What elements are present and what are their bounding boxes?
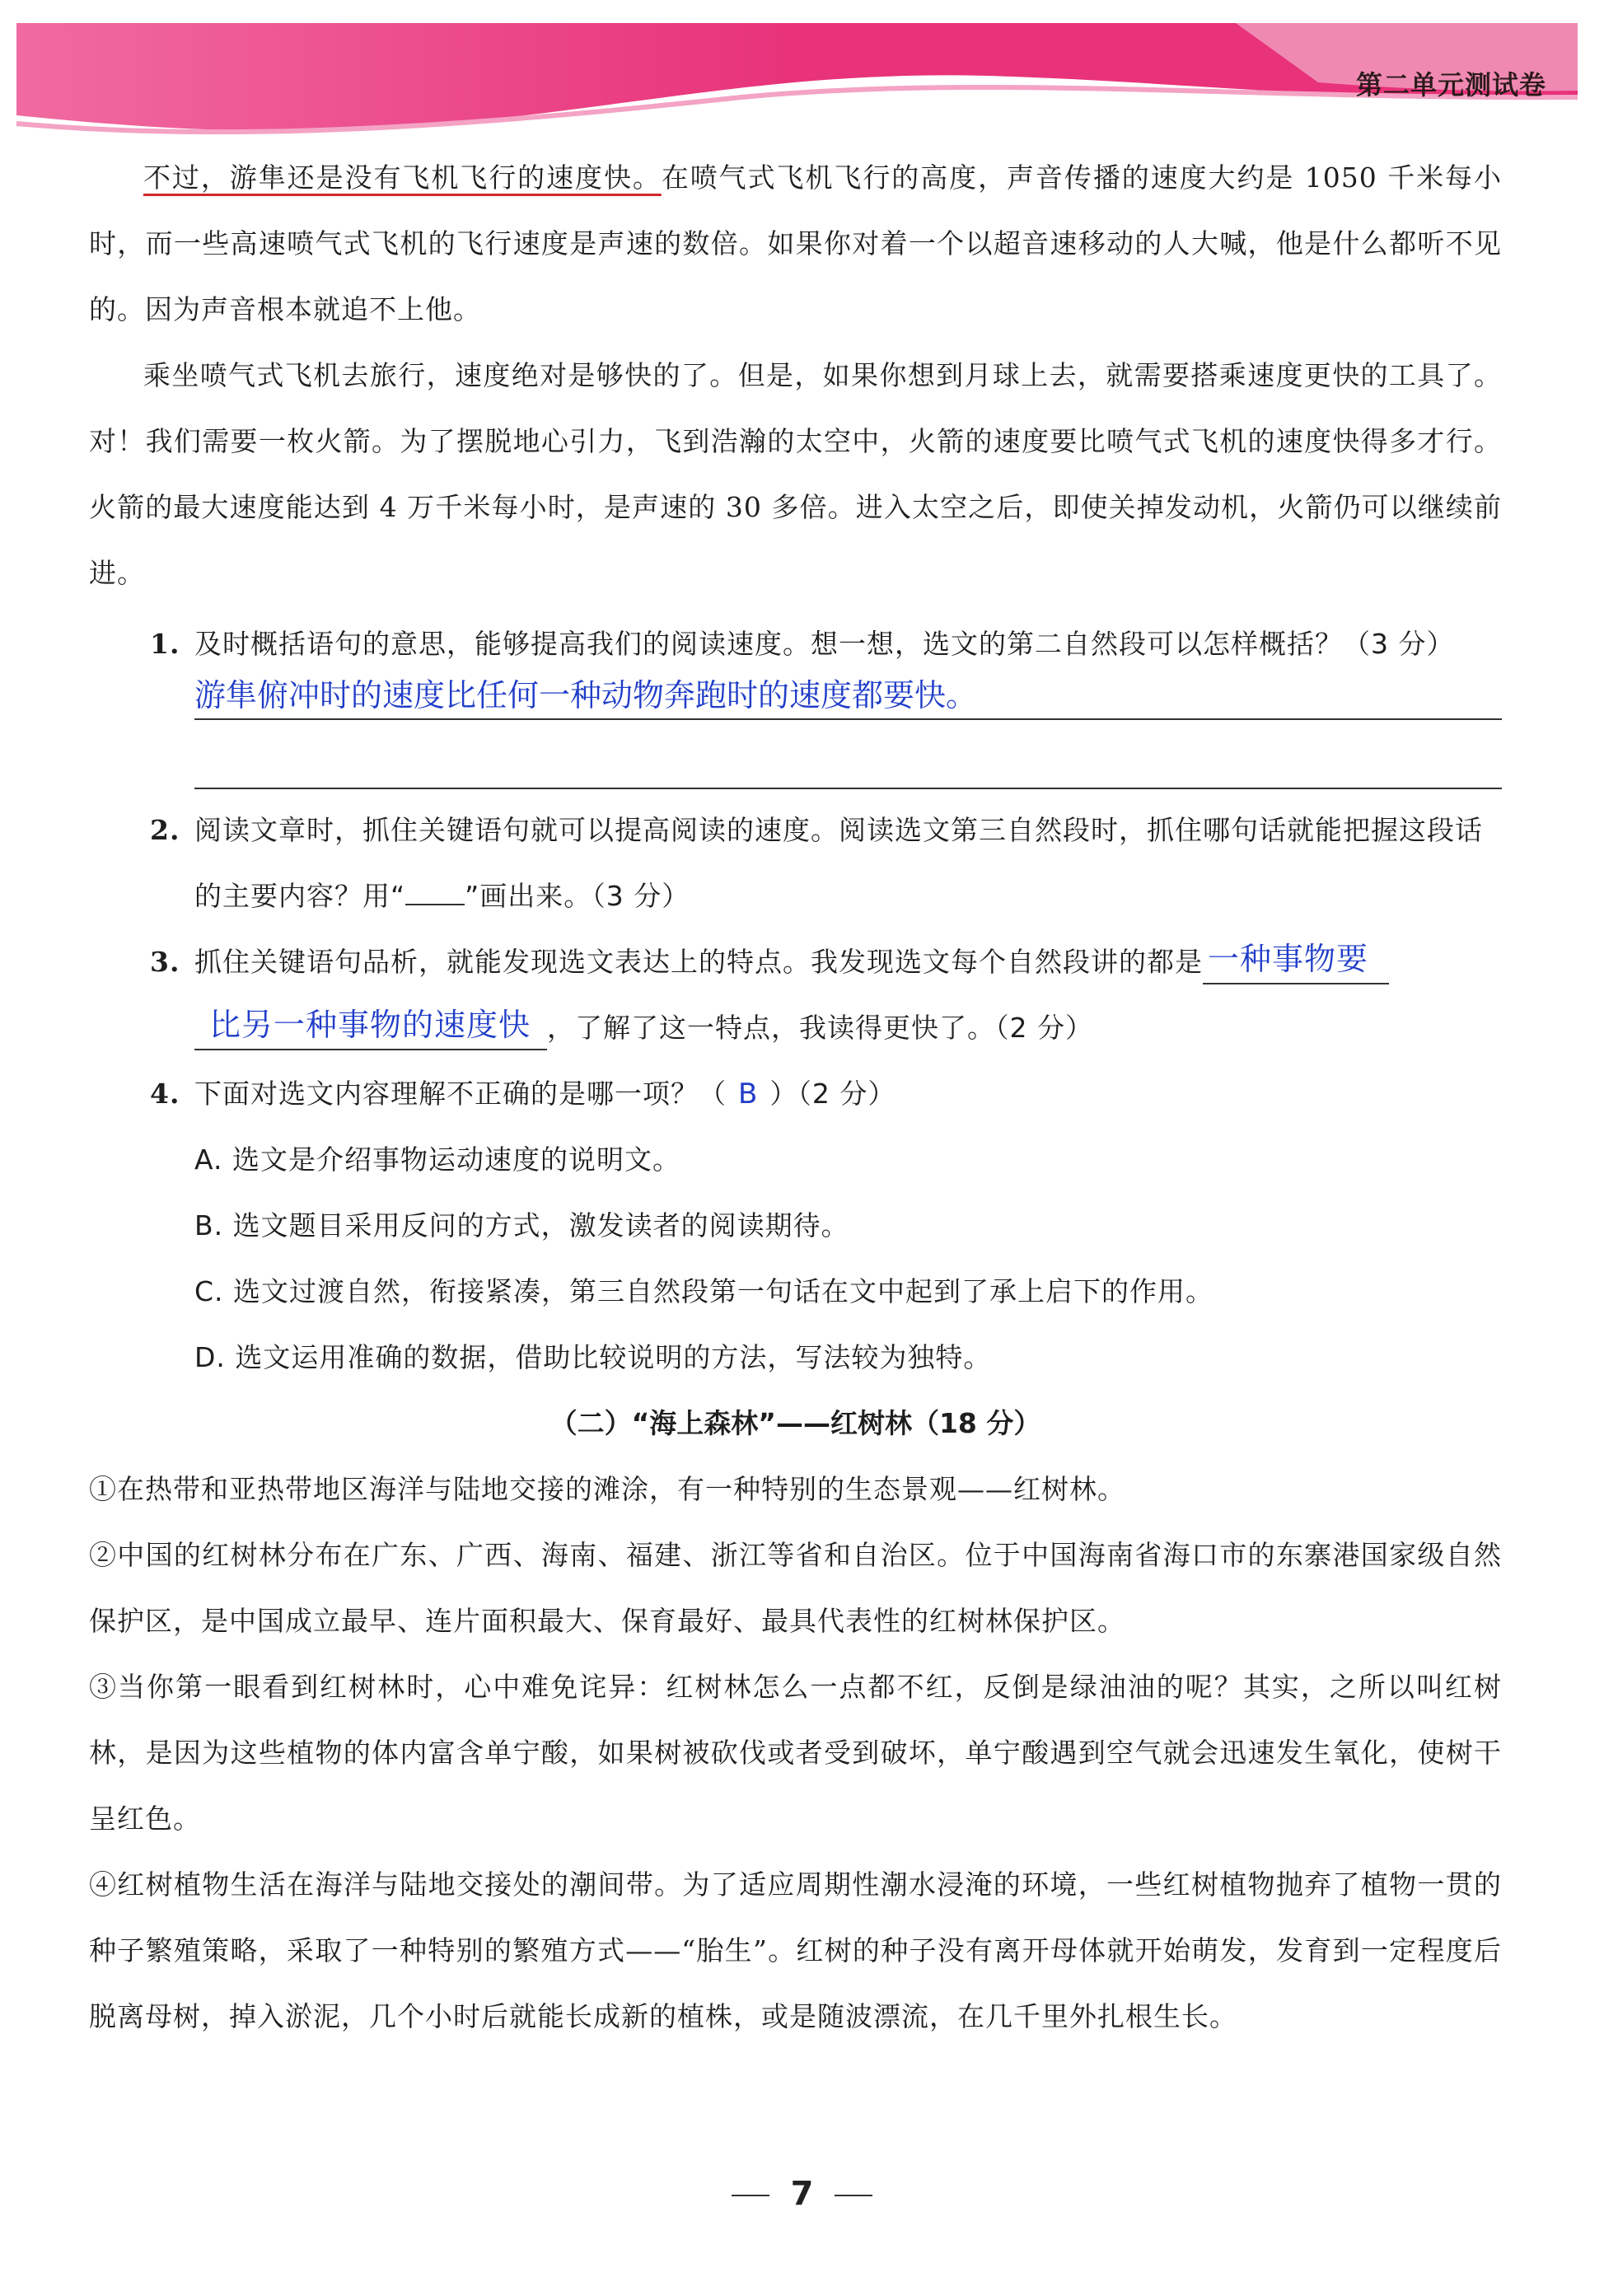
answer-line-1[interactable] (194, 671, 1502, 720)
question-number: 3. (150, 946, 180, 978)
question-text: 及时概括语句的意思，能够提高我们的阅读速度。想一想，选文的第二自然段可以怎样概括？（3 分） (194, 628, 1455, 660)
page-number-dash-left (732, 2195, 769, 2196)
section-paragraph-2: ②中国的红树林分布在广东、广西、海南、福建、浙江等省和自治区。位于中国海南省海口市的东寨港国家级自然保护区，是中国成立最早、连片面积最大、保育最好、最具代表性的红树林保护区。 (89, 1539, 1502, 1637)
section-paragraph-1: ①在热带和亚热带地区海洋与陆地交接的滩涂，有一种特别的生态景观——红树林。 (89, 1473, 1125, 1505)
page-number (0, 2175, 1604, 2213)
page-number-dash-right (835, 2195, 872, 2196)
handwritten-answer: B (738, 1078, 759, 1111)
answer-line-2[interactable] (194, 720, 1502, 789)
question-1 (89, 611, 1502, 677)
passage-paragraph-1-text: 在喷气式飞机飞行的高度，声音传播的速度大约是 1050 千米每小时，而一些高速喷气式飞机的飞行速度是声速的数倍。如果你对着一个以超音速移动的人大喊，他是什么都听不见的。因为声音根本就追不上他。 (89, 161, 1502, 325)
header-title: 第二单元测试卷 (1355, 69, 1546, 101)
option-c: C. 选文过渡自然，衔接紧凑，第三自然段第一句话在文中起到了承上启下的作用。 (194, 1275, 1214, 1307)
option-a: A. 选文是介绍事物运动速度的说明文。 (194, 1143, 680, 1176)
answer-blank-a[interactable] (1203, 942, 1389, 984)
passage-paragraph-2: 乘坐喷气式飞机去旅行，速度绝对是够快的了。但是，如果你想到月球上去，就需要搭乘速度更快的工具了。对！我们需要一枚火箭。为了摆脱地心引力，飞到浩瀚的太空中，火箭的速度要比喷气式飞机的速度快得多才行。火箭的最大速度能达到 4 万千米每小时，是声速的 30 多倍。进入太空之后，即使关掉发动机，火箭仍可以继续前进。 (89, 359, 1502, 589)
question-text-tail: ”画出来。（3 分） (465, 880, 690, 912)
passage-paragraph-1 (89, 145, 1502, 343)
section-paragraph-3: ③当你第一眼看到红树林时，心中难免诧异：红树林怎么一点都不红，反倒是绿油油的呢？其实，之所以叫红树林，是因为这些植物的体内富含单宁酸，如果树被砍伐或者受到破坏，单宁酸遇到空气就会迅速发生氧化，使树干呈红色。 (89, 1671, 1502, 1835)
handwritten-answer: 一种事物要 (1208, 941, 1369, 977)
question-number: 2. (150, 814, 180, 846)
question-4 (89, 1061, 1502, 1127)
handwritten-answer: 游隼俯冲时的速度比任何一种动物奔跑时的速度都要快。 (194, 677, 978, 713)
underlined-key-sentence: 不过，游隼还是没有飞机飞行的速度快。 (143, 161, 662, 194)
question-text: 抓住关键语句品析，就能发现选文表达上的特点。我发现选文每个自然段讲的都是 (194, 946, 1203, 978)
question-text: 下面对选文内容理解不正确的是哪一项？（ (194, 1078, 727, 1110)
underline-mark-blank (405, 882, 465, 905)
question-text: 阅读文章时，抓住关键语句就可以提高阅读的速度。阅读选文第三自然段时，抓住哪句话就能把握这段话的主要内容？用“ (194, 814, 1483, 912)
section-paragraph-4: ④红树植物生活在海洋与陆地交接处的潮间带。为了适应周期性潮水浸淹的环境，一些红树植物抛弃了植物一贯的种子繁殖策略，采取了一种特别的繁殖方式——“胎生”。红树的种子没有离开母体就开始萌发，发育到一定程度后脱离母树，掉入淤泥，几个小时后就能长成新的植株，或是随波漂流，在几千里外扎根生长。 (89, 1868, 1502, 2032)
page-number-value: 7 (790, 2175, 814, 2213)
page-content (89, 145, 1502, 2050)
option-b: B. 选文题目采用反问的方式，激发读者的阅读期待。 (194, 1209, 849, 1242)
question-number: 1. (150, 628, 180, 660)
question-number: 4. (150, 1078, 180, 1110)
question-2 (89, 797, 1502, 929)
page-header (0, 0, 1604, 148)
question-3 (89, 929, 1502, 1061)
section-title: （二）“海上森林”——红树林（18 分） (549, 1407, 1041, 1439)
answer-blank-b[interactable] (194, 1008, 547, 1050)
handwritten-answer: 比另一种事物的速度快 (209, 1007, 531, 1043)
question-text-tail: ）（2 分） (769, 1078, 896, 1110)
question-text-tail: ，了解了这一特点，我读得更快了。（2 分） (547, 1012, 1093, 1044)
option-d: D. 选文运用准确的数据，借助比较说明的方法，写法较为独特。 (194, 1341, 992, 1373)
